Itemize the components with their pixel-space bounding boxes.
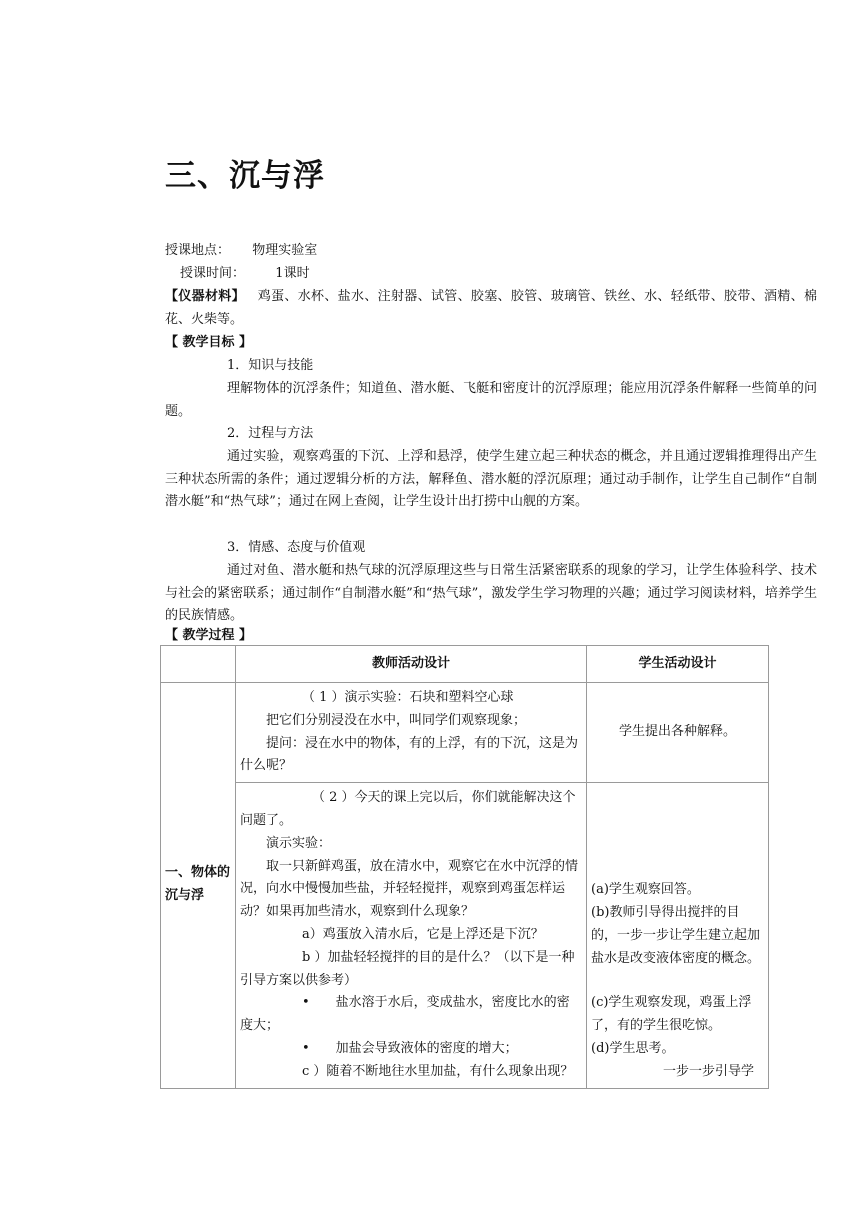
materials-paragraph (165, 286, 817, 331)
student-cell-2 (587, 783, 769, 1088)
goals-label: 【 教学目标 】 (165, 335, 253, 350)
location-label: 授课地点： (165, 243, 231, 258)
teacher-text: （ 1 ）演示实验：石块和塑料空心球 (302, 690, 514, 705)
teacher-cell-2 (236, 783, 587, 1088)
header-empty-cell (161, 646, 236, 683)
student-cell-1 (587, 683, 769, 783)
goal2-title: 2．过程与方法 (227, 426, 314, 441)
page-title: 三、沉与浮 (165, 158, 325, 194)
teacher-text: 提问：浸在水中的物体，有的上浮，有的下沉，这是为什么呢？ (240, 735, 579, 774)
time-value: 1课时 (275, 266, 310, 281)
time-label: 授课时间： (180, 266, 246, 281)
teacher-text: 把它们分别浸没在水中，叫同学们观察现象； (266, 712, 527, 728)
student-text: (b)教师引导得出搅拌的目的，一步一步让学生建立起加盐水是改变液体密度的概念。 (591, 904, 761, 966)
time-line (180, 263, 310, 285)
student-text: (d)学生思考。 (591, 1040, 675, 1056)
materials-label: 【仪器材料】 (165, 289, 245, 304)
process-table (160, 645, 769, 1089)
materials-text: 鸡蛋、水杯、盐水、注射器、试管、胶塞、胶管、玻璃管、铁丝、水、轻纸带、胶带、酒精、棉花、火柴等。 (165, 289, 817, 327)
student-text: (c)学生观察发现，鸡蛋上浮了，有的学生很吃惊。 (591, 995, 752, 1034)
teacher-text: • 盐水溶于水后，变成盐水，密度比水的密度大； (240, 995, 570, 1034)
location-value: 物理实验室 (252, 243, 318, 258)
teacher-text: b ）加盐轻轻搅拌的目的是什么？（以下是一种引导方案以供参考） (240, 949, 575, 988)
goal2-text: 通过实验，观察鸡蛋的下沉、上浮和悬浮，使学生建立起三种状态的概念，并且通过逻辑推理得出产生三种状态所需的条件；通过逻辑分析的方法，解释鱼、潜水艇的浮沉原理；通过动手制作，让学生自己制作“自制潜水艇”和“热气球”；通过在网上查阅，让学生设计出打捞中山舰的方案。 (165, 449, 817, 509)
header-teacher: 教师活动设计 (236, 646, 587, 683)
goal1-text: 理解物体的沉浮条件；知道鱼、潜水艇、飞艇和密度计的沉浮原理；能应用沉浮条件解释一些简单的问题。 (165, 381, 817, 419)
teacher-cell-1 (236, 683, 587, 783)
section-label: 一、物体的沉与浮 (161, 683, 236, 1089)
teacher-text: • 加盐会导致液体的密度的增大； (302, 1040, 518, 1056)
location-line (165, 240, 317, 262)
goal3-text: 通过对鱼、潜水艇和热气球的沉浮原理这些与日常生活紧密联系的现象的学习，让学生体验科学、技术与社会的紧密联系；通过制作“自制潜水艇”和“热气球”，激发学生学习物理的兴趣；通过学习阅读材料，培养学生的民族情感。 (165, 563, 817, 623)
teacher-text: 取一只新鲜鸡蛋，放在清水中，观察它在水中沉浮的情况，向水中慢慢加些盐，并轻轻搅拌，观察到鸡蛋怎样运动？如果再加些清水，观察到什么现象？ (240, 858, 579, 920)
teacher-text: （ 2 ）今天的课上完以后，你们就能解决这个问题了。 (240, 790, 576, 828)
goal3-title: 3．情感、态度与价值观 (227, 540, 366, 555)
process-label: 【 教学过程 】 (165, 628, 253, 643)
table-row (161, 783, 769, 1088)
student-text: 学生提出各种解释。 (618, 724, 736, 740)
student-text: 一步一步引导学 (662, 1063, 754, 1079)
table-row (161, 683, 769, 783)
teacher-text: c ）随着不断地往水里加盐，有什么现象出现？ (302, 1063, 574, 1079)
header-student: 学生活动设计 (587, 646, 769, 683)
goal1-title: 1．知识与技能 (227, 358, 314, 373)
teacher-text: a）鸡蛋放入清水后，它是上浮还是下沉？ (302, 926, 544, 942)
student-text: (a)学生观察回答。 (591, 882, 700, 898)
table-header-row (161, 646, 769, 683)
teacher-text: 演示实验： (266, 835, 332, 851)
